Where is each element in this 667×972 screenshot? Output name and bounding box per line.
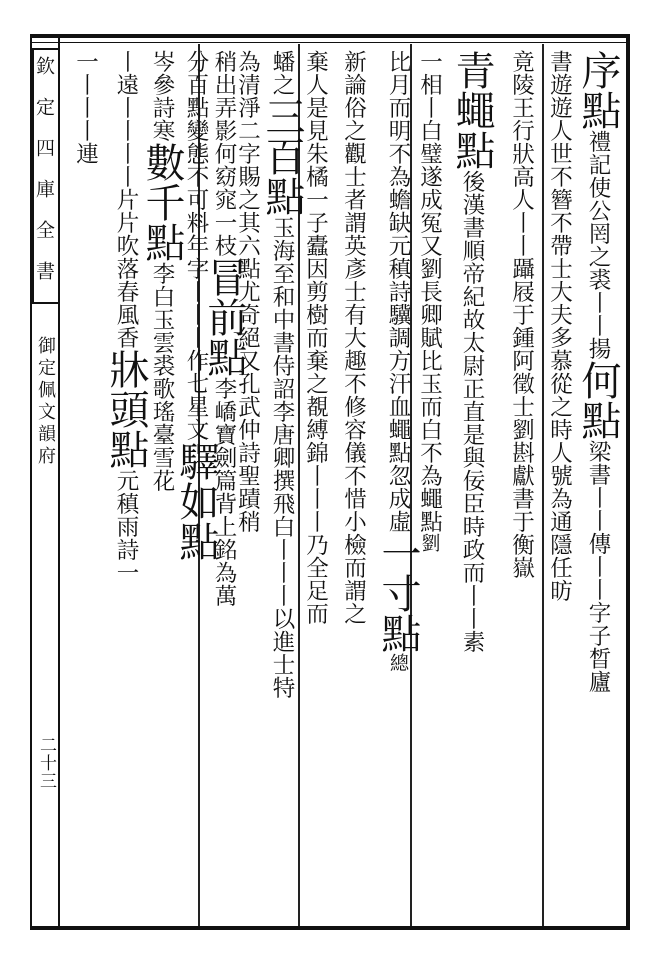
- headword-char: 頭: [103, 389, 149, 429]
- annotation-text: 比月而明不為蟾缺元稹詩驥調方汗血蠅點忽成虛: [385, 50, 411, 533]
- headword-char: 牀: [103, 349, 149, 389]
- annotation-text: 劉: [418, 533, 441, 553]
- annotation-text: 後漢書順帝紀故太尉正直是與佞臣時政而丨丨素: [459, 170, 485, 653]
- headword-char: 前: [201, 297, 247, 337]
- annotation-text: 總: [387, 653, 409, 673]
- annotation-text: 丨遠丨丨: [113, 50, 139, 142]
- annotation-text: 李白玉雲裘歌瑤臺雪花: [149, 262, 175, 492]
- text-column: [304, 50, 327, 920]
- headword-char: 序: [575, 50, 621, 90]
- text-column: [139, 50, 185, 920]
- annotation-text: 稍出弄影何窈窕一枝: [211, 50, 237, 257]
- fascicle-title: 御定佩文韻府: [35, 336, 56, 468]
- annotation-text: 梁書丨丨傳丨丨字子晳廬: [585, 440, 611, 693]
- headword-char: 百: [259, 136, 305, 176]
- annotation-text: 竟陵王行狀高人丨丨躡屐于鍾阿徵士劉斟獻書于衡嶽: [508, 50, 535, 579]
- headword-char: 點: [575, 90, 621, 130]
- headword-char: 點: [201, 337, 247, 377]
- annotation-text: 岑參詩寒: [149, 50, 175, 142]
- headword-char: 何: [575, 360, 621, 400]
- frame-top-inner-border: [30, 42, 628, 43]
- column-rule: [542, 44, 544, 926]
- headword-char: 點: [375, 613, 421, 653]
- frame-right-border: [626, 34, 630, 930]
- annotation-text: 一丨丨丨連: [72, 50, 99, 165]
- book-title: 欽定四庫全書: [33, 56, 55, 302]
- headword-char: 點: [103, 429, 149, 469]
- frame-bottom-border: [30, 926, 628, 930]
- annotation-text: 元稹雨詩一: [113, 469, 139, 584]
- text-column: [74, 50, 97, 920]
- text-column: [449, 50, 495, 920]
- headword-char: 點: [575, 400, 621, 440]
- annotation-text: 分百點變態不可料: [183, 50, 209, 234]
- headword-char: 蠅: [449, 90, 495, 130]
- annotation-text: 棄人是見朱橘一子蠹因剪樹而棄之覩縛錦丨丨丨乃全足而: [302, 50, 329, 625]
- headword-char: 千: [139, 182, 185, 222]
- annotation-text: 一相丨白璧遂成冤又劉長卿賦比玉而白不為蠅點: [416, 50, 443, 533]
- headword-char: 驛: [173, 441, 219, 481]
- headword-char: 寸: [375, 573, 421, 613]
- headword-char: 點: [139, 222, 185, 262]
- annotation-text: 新論俗之觀士者謂英彥士有大趣不修容儀不惜小檢而謂之: [340, 50, 367, 625]
- headword-char: 冒: [201, 257, 247, 297]
- text-column: [103, 50, 149, 920]
- annotation-text: 書遊遊人世不簪不帶士大夫多慕從之時人號為通隱任昉: [546, 50, 573, 602]
- headword-char: 數: [139, 142, 185, 182]
- annotation-text: 為清淨二字賜之其六點尤奇絕又孔武仲詩聖蹟稍: [234, 50, 261, 533]
- annotation-text: 玉海至和中書侍詔李唐卿撰飛白丨丨丨以進士特: [269, 216, 295, 699]
- headword-char: 青: [449, 50, 495, 90]
- text-column: [418, 50, 441, 920]
- page-number: 二十三: [36, 736, 56, 790]
- annotation-text: 禮記使公罔之裘丨丨揚: [585, 130, 611, 360]
- headword-char: 點: [449, 130, 495, 170]
- text-column: [548, 50, 571, 920]
- headword-char: 點: [173, 521, 219, 561]
- annotation-text: 蟠之: [269, 50, 295, 96]
- text-column: [375, 50, 421, 920]
- headword-char: 點: [259, 176, 305, 216]
- headword-char: 如: [173, 481, 219, 521]
- frame-top-border: [30, 34, 628, 38]
- text-column: [259, 50, 305, 920]
- headword-char: 三: [259, 96, 305, 136]
- annotation-text: 丨丨片片吹落春風香: [113, 142, 139, 349]
- text-column: [575, 50, 621, 920]
- headword-char: 一: [375, 533, 421, 573]
- annotation-text: 年字丨丨丨作七星文: [183, 234, 209, 441]
- annotation-text: 李嶠寶劍篇背上銘為萬: [211, 377, 237, 607]
- text-column: [342, 50, 365, 920]
- text-column: [510, 50, 533, 920]
